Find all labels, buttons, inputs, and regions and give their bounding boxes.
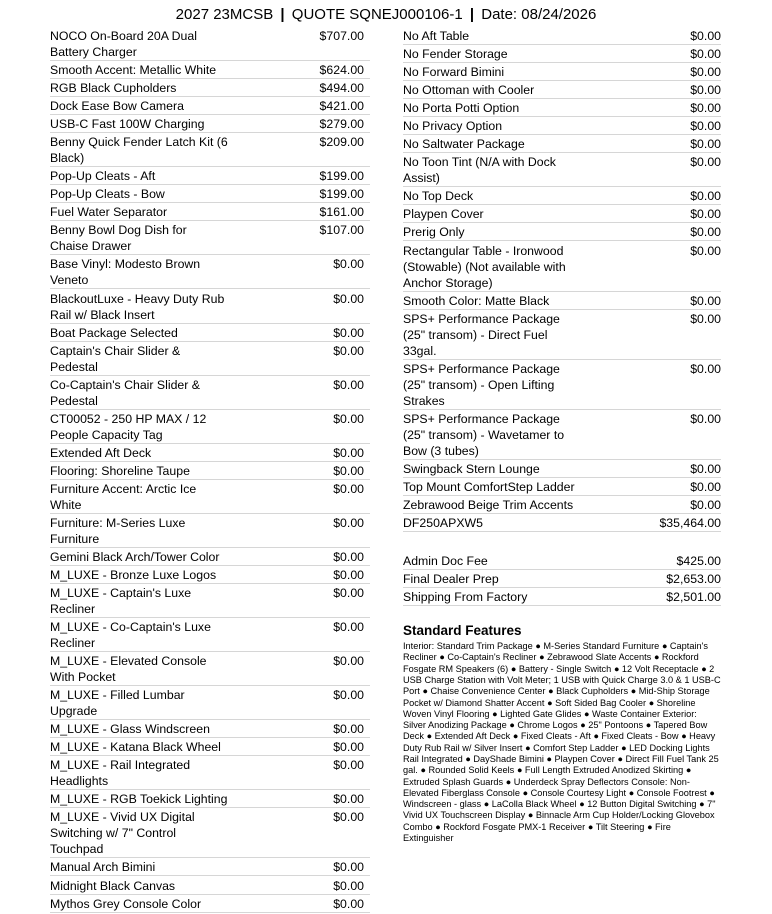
option-row: [50, 377, 370, 410]
item-name: No Toon Tint (N/A with Dock Assist): [403, 155, 556, 186]
option-row: [403, 311, 721, 360]
item-price: $0.00: [690, 497, 721, 512]
item-name: Mythos Grey Console Color: [50, 896, 202, 911]
item-name: Admin Doc Fee: [403, 553, 488, 568]
item-name: SPS+ Performance Package (25" transom) - Open Lifting Strakes: [403, 361, 560, 408]
model-title: 2027 23MCSB: [175, 6, 274, 23]
option-row: [403, 206, 721, 223]
item-price: $0.00: [333, 586, 364, 601]
item-price: $0.00: [690, 293, 721, 308]
item-name: M_LUXE - Co-Captain's Luxe Recliner: [50, 620, 211, 651]
item-name: Gemini Black Arch/Tower Color: [50, 549, 220, 564]
quote-header: [0, 6, 772, 23]
option-row: [50, 653, 370, 686]
item-price: $2,653.00: [666, 571, 721, 586]
item-price: $0.00: [333, 688, 364, 703]
item-name: M_LUXE - Rail Integrated Headlights: [50, 758, 191, 789]
option-row: [50, 411, 370, 444]
item-price: $0.00: [333, 463, 364, 478]
option-row: [50, 619, 370, 652]
item-name: Dock Ease Bow Camera: [50, 99, 184, 114]
item-name: Final Dealer Prep: [403, 571, 499, 586]
fee-row: [403, 553, 721, 570]
option-row: [50, 567, 370, 584]
option-row: [403, 411, 721, 460]
option-row: [403, 28, 721, 45]
item-price: $0.00: [333, 343, 364, 358]
item-name: Flooring: Shoreline Taupe: [50, 463, 190, 478]
option-row: [403, 154, 721, 187]
item-price: $0.00: [333, 654, 364, 669]
item-price: $0.00: [690, 361, 721, 376]
item-price: $0.00: [690, 65, 721, 80]
item-name: Captain's Chair Slider & Pedestal: [50, 343, 181, 374]
item-price: $425.00: [676, 553, 721, 568]
item-name: No Aft Table: [403, 29, 470, 43]
item-price: $421.00: [319, 99, 364, 114]
option-row: [50, 80, 370, 97]
option-row: [403, 479, 721, 496]
option-row: [50, 549, 370, 566]
option-row: [403, 293, 721, 310]
item-price: $0.00: [333, 722, 364, 737]
item-price: $0.00: [333, 445, 364, 460]
item-name: NOCO On-Board 20A Dual Battery Charger: [50, 29, 197, 59]
option-row: [403, 136, 721, 153]
options-list-left: [50, 28, 370, 914]
option-row: [403, 361, 721, 410]
item-name: No Saltwater Package: [403, 137, 525, 152]
item-price: $0.00: [333, 411, 364, 426]
quote-date: Date: 08/24/2026: [481, 6, 597, 23]
item-price: $0.00: [690, 411, 721, 426]
item-name: No Ottoman with Cooler: [403, 83, 535, 98]
option-row: [50, 98, 370, 115]
item-name: M_LUXE - Glass Windscreen: [50, 722, 210, 737]
option-row: [50, 687, 370, 720]
item-price: $707.00: [319, 29, 364, 43]
item-name: No Porta Potti Option: [403, 101, 520, 116]
item-name: Pop-Up Cleats - Bow: [50, 187, 165, 202]
item-name: Top Mount ComfortStep Ladder: [403, 479, 575, 494]
item-name: Manual Arch Bimini: [50, 860, 156, 875]
item-price: $494.00: [319, 81, 364, 96]
option-row: [50, 28, 370, 61]
item-name: M_LUXE - RGB Toekick Lighting: [50, 792, 228, 807]
item-price: $0.00: [690, 119, 721, 134]
item-name: M_LUXE - Captain's Luxe Recliner: [50, 586, 192, 617]
item-name: Shipping From Factory: [403, 590, 528, 605]
item-price: $199.00: [319, 169, 364, 184]
item-price: $0.00: [690, 101, 721, 116]
item-name: No Privacy Option: [403, 119, 503, 134]
item-name: Pop-Up Cleats - Aft: [50, 169, 156, 184]
item-name: Extended Aft Deck: [50, 445, 152, 460]
item-price: $0.00: [690, 137, 721, 152]
item-name: Benny Bowl Dog Dish for Chaise Drawer: [50, 223, 187, 254]
option-row: [50, 204, 370, 221]
item-price: $0.00: [333, 549, 364, 564]
option-row: [403, 64, 721, 81]
item-name: No Forward Bimini: [403, 65, 505, 80]
option-row: [50, 445, 370, 462]
option-row: [50, 463, 370, 480]
option-row: [403, 497, 721, 514]
option-row: [403, 243, 721, 292]
item-name: M_LUXE - Elevated Console With Pocket: [50, 654, 207, 685]
item-name: Furniture Accent: Arctic Ice White: [50, 481, 197, 512]
option-row: [50, 585, 370, 618]
item-name: No Top Deck: [403, 189, 474, 204]
option-row: [50, 481, 370, 514]
item-name: M_LUXE - Vivid UX Digital Switching w/ 7" Control Touchpad: [50, 810, 195, 857]
item-name: No Fender Storage: [403, 47, 508, 62]
item-price: $0.00: [333, 810, 364, 825]
item-price: $0.00: [333, 515, 364, 530]
item-price: $0.00: [690, 461, 721, 476]
option-row: [50, 291, 370, 324]
item-price: $161.00: [319, 205, 364, 220]
option-row: [50, 256, 370, 289]
option-row: [50, 222, 370, 255]
option-row: [403, 461, 721, 478]
option-row: [403, 46, 721, 63]
option-row: [50, 878, 370, 895]
item-name: Benny Quick Fender Latch Kit (6 Black): [50, 135, 228, 166]
quote-number: QUOTE SQNEJ000106-1: [291, 6, 463, 23]
item-price: $2,501.00: [666, 590, 721, 605]
item-price: $0.00: [690, 225, 721, 240]
item-name: M_LUXE - Katana Black Wheel: [50, 740, 221, 755]
option-row: [50, 134, 370, 167]
item-price: $0.00: [333, 481, 364, 496]
item-price: $0.00: [333, 792, 364, 807]
option-row: [50, 168, 370, 185]
item-price: $0.00: [690, 47, 721, 62]
option-row: [50, 186, 370, 203]
item-name: Smooth Accent: Metallic White: [50, 63, 217, 78]
header-separator: |: [280, 6, 285, 23]
option-row: [50, 343, 370, 376]
standard-features-text: Interior: Standard Trim Package ● M-Series Standard Furniture ● Captain's Recliner ● Co-Captain's Recliner ● Zebrawood Slate Accents ● Rockford Fosgate RM Speakers (6) ● Battery - Single Switch ● 12 Volt Receptacle ● 2 USB Charge Station with Volt Meter; 1 USB with Quick Charge 3.0 & 1 USB-C Port ● Chaise Convenience Center ● Black Cupholders ● Mid-Ship Storage Pocket w/ Diamond Shatter Accent ● Soft Sided Bag Cooler ● Shoreline Woven Vinyl Flooring ● Lighted Gate Glides ● Waste Container Exterior: Silver Anodizing Package ● Chrome Logos ● 25" Pontoons ● Tapered Bow Deck ● Extended Aft Deck ● Fixed Cleats - Aft ● Fixed Cleats - Bow ● Heavy Duty Rub Rail w/ Silver Insert ● Comfort Step Ladder ● LED Docking Lights Rail Integrated ● DayShade Bimini ● Playpen Cover ● Direct Fill Fuel Tank 25 gal. ● Rounded Solid Keels ● Full Length Extruded Anodized Skirting ● Extruded Splash Guards ● Underdeck Spray Deflectors Console: Non-Elevated Fiberglass Console ● Console Courtesy Light ● Console Footrest ● Windscreen - glass ● LaColla Black Wheel ● 12 Button Digital Switching ● 7" Vivid UX Touchscreen Display ● Binnacle Arm Cup Holder/Locking Glovebox Combo ● Rockford Fosgate PMX-1 Receiver ● Tilt Steering ● Fire Extinguisher: [403, 641, 721, 844]
item-price: $0.00: [690, 29, 721, 43]
item-name: M_LUXE - Bronze Luxe Logos: [50, 567, 217, 582]
option-row: [50, 739, 370, 756]
item-name: Base Vinyl: Modesto Brown Veneto: [50, 257, 201, 288]
item-price: $0.00: [690, 83, 721, 98]
item-price: $199.00: [319, 187, 364, 202]
header-separator: |: [469, 6, 475, 23]
item-price: $0.00: [333, 860, 364, 875]
item-name: CT00052 - 250 HP MAX / 12 People Capacity Tag: [50, 411, 207, 442]
option-row: [50, 721, 370, 738]
item-price: $0.00: [690, 311, 721, 326]
item-price: $0.00: [690, 155, 721, 170]
item-price: $35,464.00: [659, 515, 721, 530]
item-price: $624.00: [319, 63, 364, 78]
item-name: Midnight Black Canvas: [50, 878, 176, 893]
fees-list: [403, 553, 721, 606]
option-row: [403, 118, 721, 135]
item-price: $0.00: [333, 896, 364, 911]
item-price: $279.00: [319, 117, 364, 132]
item-price: $0.00: [333, 567, 364, 582]
fee-row: [403, 589, 721, 606]
options-column-right: [403, 28, 721, 844]
item-price: $0.00: [333, 291, 364, 306]
item-price: $0.00: [690, 243, 721, 258]
options-list-right: [403, 28, 721, 532]
item-price: $0.00: [333, 758, 364, 773]
item-price: $0.00: [690, 207, 721, 222]
item-price: $0.00: [333, 878, 364, 893]
item-price: $0.00: [690, 479, 721, 494]
item-name: USB-C Fast 100W Charging: [50, 117, 205, 132]
item-price: $107.00: [319, 223, 364, 238]
item-name: Rectangular Table - Ironwood (Stowable) (Not available with Anchor Storage): [403, 243, 566, 290]
section-spacer: [403, 533, 721, 553]
option-row: [403, 100, 721, 117]
item-name: Zebrawood Beige Trim Accents: [403, 497, 574, 512]
item-name: BlackoutLuxe - Heavy Duty Rub Rail w/ Black Insert: [50, 291, 225, 322]
item-name: RGB Black Cupholders: [50, 81, 177, 96]
option-row: [50, 62, 370, 79]
option-row: [403, 188, 721, 205]
item-name: DF250APXW5: [403, 515, 483, 530]
item-name: SPS+ Performance Package (25" transom) - Direct Fuel 33gal.: [403, 311, 560, 358]
item-price: $0.00: [333, 257, 364, 272]
item-name: Playpen Cover: [403, 207, 484, 222]
item-name: Prerig Only: [403, 225, 465, 240]
item-price: $209.00: [319, 135, 364, 150]
option-row: [50, 325, 370, 342]
item-price: $0.00: [690, 189, 721, 204]
option-row: [50, 896, 370, 913]
item-name: Fuel Water Separator: [50, 205, 168, 220]
fee-row: [403, 571, 721, 588]
item-name: Furniture: M-Series Luxe Furniture: [50, 515, 186, 546]
option-row: [50, 809, 370, 858]
option-row: [50, 757, 370, 790]
option-row: [403, 82, 721, 99]
item-name: SPS+ Performance Package (25" transom) - Wavetamer to Bow (3 tubes): [403, 411, 565, 458]
option-row: [50, 859, 370, 876]
item-name: Swingback Stern Lounge: [403, 461, 540, 476]
item-price: $0.00: [333, 325, 364, 340]
item-name: Boat Package Selected: [50, 325, 178, 340]
item-name: Co-Captain's Chair Slider & Pedestal: [50, 377, 200, 408]
option-row: [50, 515, 370, 548]
option-row: [50, 116, 370, 133]
option-row: [403, 515, 721, 532]
item-price: $0.00: [333, 377, 364, 392]
item-name: Smooth Color: Matte Black: [403, 293, 550, 308]
option-row: [403, 224, 721, 241]
standard-features-title: Standard Features: [403, 623, 522, 639]
item-name: M_LUXE - Filled Lumbar Upgrade: [50, 688, 185, 719]
item-price: $0.00: [333, 620, 364, 635]
item-price: $0.00: [333, 740, 364, 755]
